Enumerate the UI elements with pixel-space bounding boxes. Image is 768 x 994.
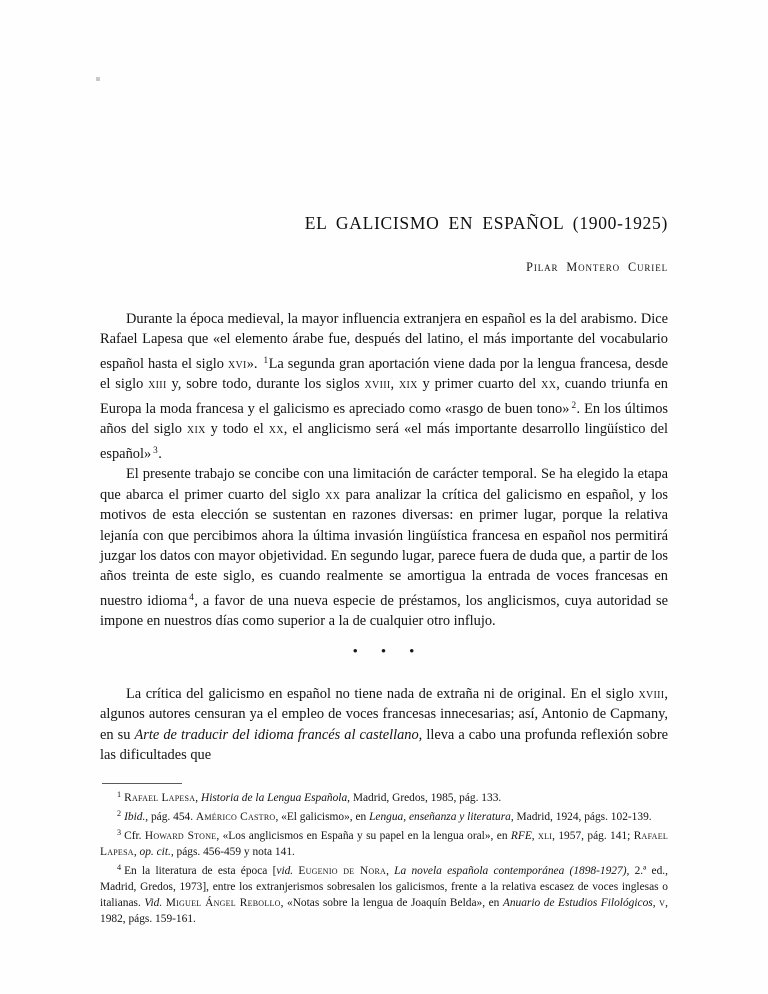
volume-number: xli [538, 829, 553, 842]
volume-number: v [659, 897, 666, 910]
text-run: y, sobre todo, durante los siglos [166, 376, 365, 393]
text-run: págs. 456-459 y nota 141. [173, 845, 295, 858]
paragraph-1 [100, 309, 668, 464]
text-run: El presente trabajo se concibe con una limitación de carácter temporal. Se ha elegido la etapa que abarca el primer cuarto del siglo [100, 466, 668, 503]
body-text [100, 275, 668, 766]
text-run: , [531, 829, 539, 842]
author-name: Eugenio de Nora [298, 864, 387, 877]
roman-numeral: xx [325, 486, 341, 503]
roman-numeral: xvi [228, 355, 247, 372]
text-run: , [652, 897, 660, 910]
text-run: pág. 454. [148, 810, 196, 823]
footnote-marker-4: 4 [117, 862, 122, 872]
text-run: , «Los anglicismos en España y su papel en la lengua oral», en [216, 829, 511, 842]
vid-token: Vid. [144, 897, 163, 910]
roman-numeral: xix [186, 421, 206, 438]
text-run: , a favor de una nueva especie de préstamos, los anglicismos, cuya autoridad se impone en nuestros días como superior a la de cualquier otro influjo. [100, 592, 668, 630]
footnotes-block [100, 787, 668, 928]
roman-numeral: xviii [364, 376, 391, 393]
cited-work-title: Historia de la Lengua Española [200, 791, 348, 804]
text-run: La segunda gran aportación viene dada por la lengua francesa, desde el siglo [100, 355, 669, 393]
text-run: , [390, 376, 399, 393]
cited-work-title: Lengua, enseñanza y literatura [369, 810, 511, 823]
section-separator [100, 632, 668, 673]
roman-numeral: xix [398, 376, 418, 393]
footnote-4 [100, 860, 668, 927]
text-run: , el anglicismo será «el más importante desarrollo lingüístico del español» [100, 421, 668, 462]
footnote-3 [100, 825, 668, 860]
journal-abbrev: RFE [510, 829, 532, 842]
journal-title: Anuario de Estudios Filológicos [502, 897, 653, 910]
author-name: Rafael Lapesa [100, 829, 668, 858]
separator-dot-1: • [352, 643, 359, 660]
text-run: , [195, 791, 201, 804]
author-name: Miguel Ángel Rebollo [165, 897, 281, 910]
page-title: EL GALICISMO EN ESPAÑOL (1900-1925) [304, 213, 668, 233]
author-name: Américo Castro [195, 810, 276, 823]
text-run: para analizar la crítica del galicismo en español, y los motivos de esta elección se sustentan en razones diversas: en primer lugar, porque la relativa lejanía con que percibimos ahora la última invasión lingüística francesa en español nos permitirá juzgar los datos con mayor objetividad. En segundo lugar, parece fuera de duda que, a partir de los años treinta de este siglo, es cuando realmente se amortigua la entrada de voces francesas en nuestro idioma [100, 486, 668, 609]
text-run: . [158, 445, 162, 462]
cited-work-title: La novela española contemporánea (1898-1927), [394, 864, 630, 877]
text-run: , «Notas sobre la lengua de Joaquín Belda», en [280, 897, 503, 910]
roman-numeral: xiii [148, 376, 167, 393]
text-run: La crítica del galicismo en español no tiene nada de extraña ni de original. En el siglo [126, 685, 639, 702]
opcit-token: op. cit., [139, 845, 174, 858]
paragraph-3 [100, 673, 668, 766]
page-content [100, 0, 668, 927]
footnote-marker-2: 2 [117, 808, 122, 818]
text-run: , [386, 864, 395, 877]
paragraph-2 [100, 464, 668, 632]
footnote-ref-2[interactable]: 2 [571, 399, 577, 410]
footnote-2 [100, 806, 668, 825]
author-byline: Pilar Montero Curiel [526, 260, 668, 274]
text-run: 2.ª ed., Madrid, Gredos, 1973], entre los extranjerismos sobresalen los galicismos, frente a la relativa escasez de voces inglesas o italianas. [100, 864, 668, 910]
ibid-token: Ibid., [124, 810, 149, 823]
author-name: Rafael Lapesa [124, 791, 196, 804]
footnote-marker-3: 3 [117, 827, 122, 837]
vid-token: vid. [276, 864, 294, 877]
footnote-ref-4[interactable]: 4 [189, 591, 194, 602]
text-run: , cuando triunfa en Europa la moda francesa y el galicismo es apreciado como «rasgo de buen tono» [100, 376, 668, 417]
roman-numeral: xx [541, 376, 557, 393]
author-name: Howard Stone [144, 829, 217, 842]
footnote-ref-1[interactable]: 1 [263, 354, 269, 365]
roman-numeral: xviii [638, 685, 665, 702]
text-run: y todo el [205, 421, 269, 438]
text-run: , «El galicismo», en [275, 810, 370, 823]
footnote-ref-3[interactable]: 3 [153, 444, 158, 455]
roman-numeral: xx [268, 421, 284, 438]
footnote-separator-rule [102, 783, 182, 784]
separator-dot-2: • [380, 643, 388, 660]
text-run: Cfr. [124, 829, 145, 842]
text-run: , [133, 845, 140, 858]
text-run: , 1957, pág. 141; [552, 829, 634, 842]
separator-dot-3: • [409, 643, 416, 660]
text-run: Durante la época medieval, la mayor influencia extranjera en español es la del arabismo. Dice Rafael Lapesa que «el elemento árabe fue, después del latino, el más importante del vocabulario español hasta el siglo [100, 311, 668, 372]
footnote-1 [100, 787, 668, 806]
text-run: , Madrid, Gredos, 1985, pág. 133. [347, 791, 502, 804]
text-run: , Madrid, 1924, págs. 102-139. [510, 810, 652, 823]
cited-work-title: Arte de traducir del idioma francés al castellano, [134, 726, 423, 743]
text-run: lleva a cabo una profunda reflexión sobre las dificultades que [100, 726, 669, 764]
text-run: , algunos autores censuran ya el empleo de voces francesas innecesarias; así, Antonio de Capmany, en su [100, 685, 668, 743]
text-run: ». [246, 355, 262, 372]
text-run: , 1982, págs. 159-161. [100, 897, 668, 926]
text-run: y primer cuarto del [417, 376, 542, 393]
text-run: . En los últimos años del siglo [100, 400, 668, 438]
footnote-marker-1: 1 [117, 789, 122, 799]
text-run: En la literatura de esta época [ [124, 864, 277, 877]
